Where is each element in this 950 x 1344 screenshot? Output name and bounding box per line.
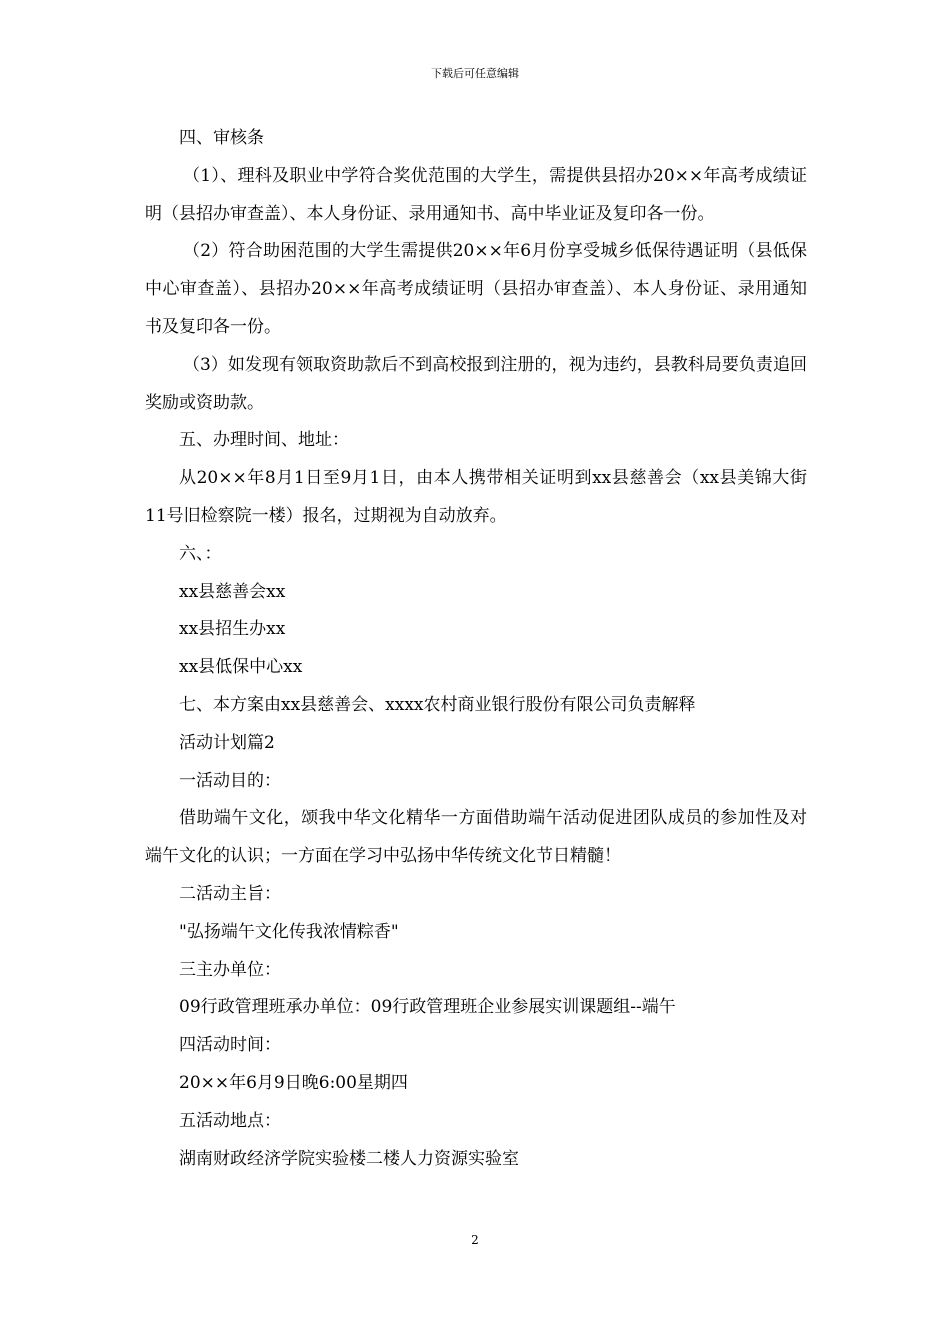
paragraph-time-address: 从20××年8月1日至9月1日，由本人携带相关证明到xx县慈善会（xx县美锦大街11号旧检察院一楼）报名，过期视为自动放弃。 bbox=[145, 468, 807, 526]
section-heading-time-address: 五、办理时间、地址： bbox=[179, 430, 349, 451]
heading-theme: 二活动主旨： bbox=[179, 883, 281, 904]
paragraph-item-2: （2）符合助困范围的大学生需提供20××年6月份享受城乡低保待遇证明（县低保中心审查盖）、县招办20××年高考成绩证明（县招办审查盖）、本人身份证、录用通知书及复印各一份。 bbox=[145, 241, 807, 337]
contact-line-charity: xx县慈善会xx bbox=[179, 581, 286, 602]
page-header: 下载后可任意编辑 bbox=[431, 67, 519, 80]
paragraph-theme: "弘扬端午文化传我浓情粽香" bbox=[179, 921, 399, 942]
document-body bbox=[145, 120, 807, 1178]
paragraph-organizer: 09行政管理班承办单位：09行政管理班企业参展实训课题组--端午 bbox=[179, 997, 676, 1018]
paragraph-item-1: （1）、理科及职业中学符合奖优范围的大学生，需提供县招办20××年高考成绩证明（县招办审查盖）、本人身份证、录用通知书、高中毕业证及复印各一份。 bbox=[145, 165, 807, 224]
heading-time: 四活动时间： bbox=[179, 1035, 281, 1056]
paragraph-item-3: （3）如发现有领取资助款后不到高校报到注册的，视为违约，县教科局要负责追回奖励或资助款。 bbox=[145, 354, 807, 413]
heading-organizer: 三主办单位： bbox=[179, 959, 281, 980]
paragraph-location: 湖南财政经济学院实验楼二楼人力资源实验室 bbox=[179, 1148, 519, 1169]
heading-location: 五活动地点： bbox=[179, 1110, 281, 1131]
section-heading-review: 四、审核条 bbox=[179, 128, 264, 148]
contact-line-low-income: xx县低保中心xx bbox=[179, 657, 303, 678]
heading-purpose: 一活动目的： bbox=[179, 770, 281, 791]
plan-title: 活动计划篇2 bbox=[179, 732, 275, 753]
contact-line-admissions: xx县招生办xx bbox=[179, 619, 286, 640]
paragraph-purpose: 借助端午文化，颂我中华文化精华一方面借助端午活动促进团队成员的参加性及对端午文化的认识；一方面在学习中弘扬中华传统文化节日精髓！ bbox=[145, 808, 807, 867]
paragraph-time: 20××年6月9日晚6:00星期四 bbox=[179, 1072, 408, 1093]
section-heading-seven: 七、本方案由xx县慈善会、xxxx农村商业银行股份有限公司负责解释 bbox=[179, 694, 696, 715]
section-heading-six: 六、： bbox=[179, 543, 222, 564]
page-number: 2 bbox=[471, 1233, 479, 1247]
